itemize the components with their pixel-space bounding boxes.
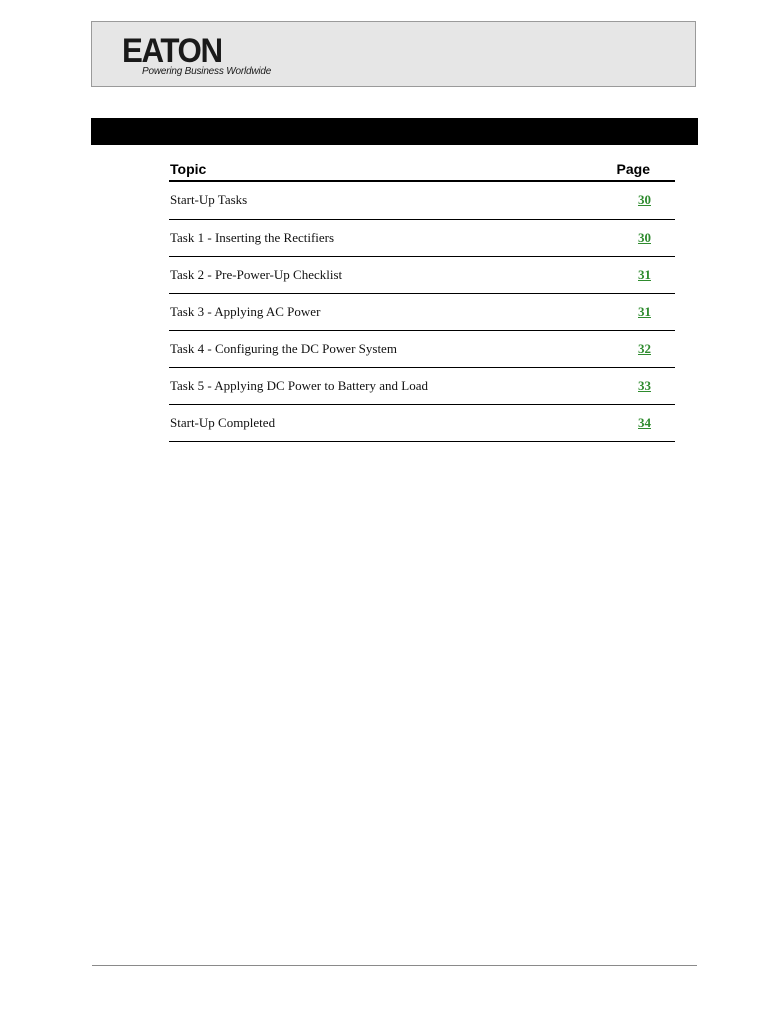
footer-divider	[92, 965, 697, 966]
toc-page-link[interactable]: 32	[638, 341, 651, 356]
toc-row	[169, 182, 675, 220]
toc-page-link[interactable]: 30	[638, 230, 651, 245]
toc-row	[169, 294, 675, 331]
toc-table	[169, 158, 675, 442]
eaton-logo	[122, 32, 272, 80]
toc-topic: Task 1 - Inserting the Rectifiers	[170, 230, 335, 245]
toc-header-topic: Topic	[170, 161, 207, 177]
toc-header-page: Page	[616, 161, 650, 177]
toc-header-row	[169, 158, 675, 182]
toc-topic: Start-Up Tasks	[170, 192, 248, 207]
toc-page-link[interactable]: 30	[638, 192, 651, 207]
toc-topic: Task 3 - Applying AC Power	[170, 304, 321, 319]
toc-topic: Task 4 - Configuring the DC Power System	[170, 341, 397, 356]
logo-wordmark: EATON	[122, 32, 222, 70]
toc-row	[169, 220, 675, 257]
toc-page-link[interactable]: 31	[638, 304, 651, 319]
toc-page-link[interactable]: 31	[638, 267, 651, 282]
toc-topic: Task 2 - Pre-Power-Up Checklist	[170, 267, 343, 282]
logo-tagline: Powering Business Worldwide	[142, 66, 272, 77]
toc-topic: Start-Up Completed	[170, 415, 276, 430]
toc-row	[169, 405, 675, 442]
toc-topic: Task 5 - Applying DC Power to Battery and Load	[170, 378, 428, 393]
toc-row	[169, 257, 675, 294]
document-header	[91, 21, 696, 87]
toc-page-link[interactable]: 33	[638, 378, 651, 393]
section-title-bar	[91, 118, 698, 145]
toc-row	[169, 331, 675, 368]
toc-page-link[interactable]: 34	[638, 415, 651, 430]
toc-row	[169, 368, 675, 405]
